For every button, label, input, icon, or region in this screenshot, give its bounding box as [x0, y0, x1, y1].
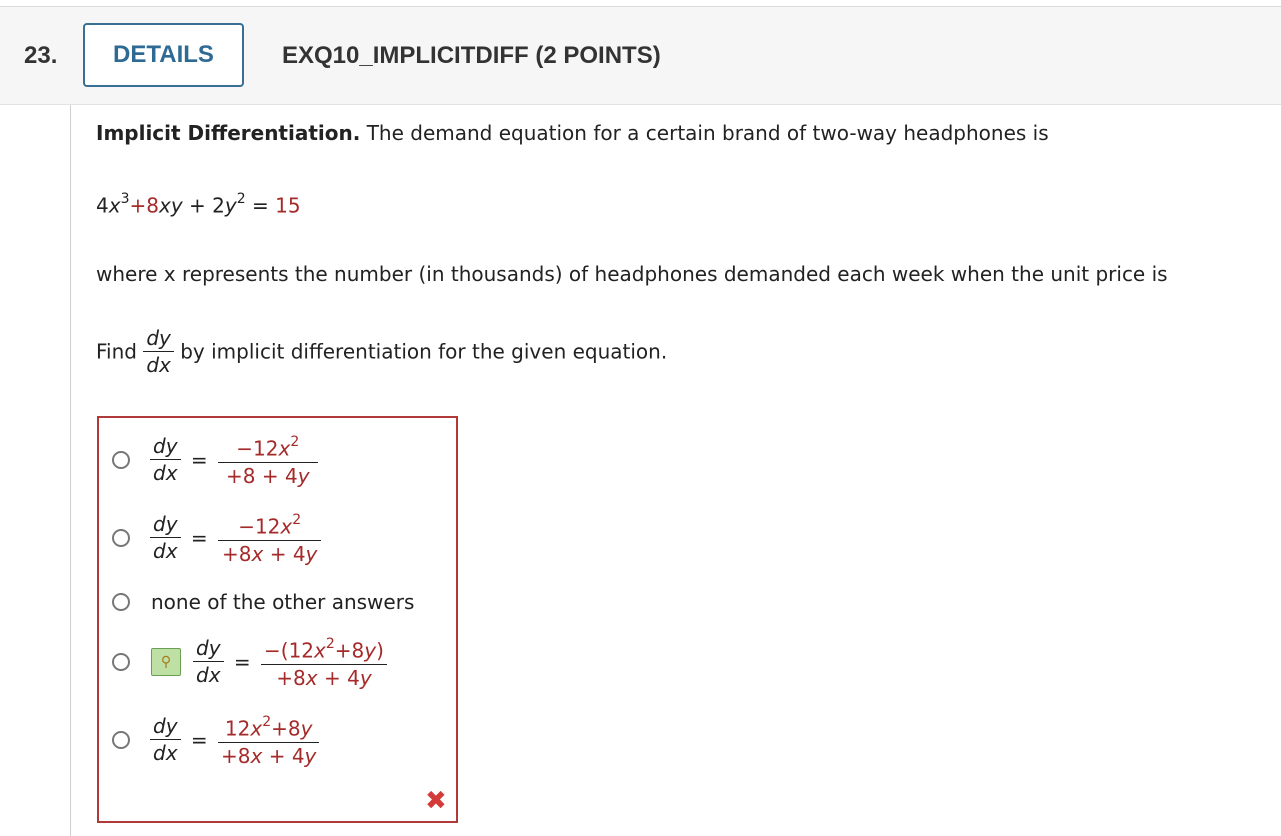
find-pre: Find: [96, 339, 137, 364]
option-4-equals: =: [233, 649, 251, 674]
option-2-radio[interactable]: [112, 529, 130, 547]
option-3-text: none of the other answers: [151, 590, 415, 614]
option-1-lhs: [150, 433, 181, 486]
eq-term3-exp: 2: [236, 191, 246, 207]
o4-ne: 2: [325, 636, 335, 652]
o5-na: 12: [224, 716, 251, 741]
o5-db: + 4: [262, 743, 305, 768]
o5-nb: +8: [271, 716, 301, 741]
o5-nv: x: [250, 716, 263, 741]
option-5-lhs: [150, 713, 181, 766]
o1-nv: x: [278, 436, 291, 461]
where-paragraph: where x represents the number (in thousands) of headphones demanded each week when the unit price is: [96, 262, 1168, 286]
option-1-numerator: [218, 431, 318, 462]
eq-term2-var: xy: [158, 193, 183, 218]
option-4-lhs-den: dx: [193, 661, 224, 688]
question-header: [0, 7, 1281, 105]
option-1-rhs: [218, 431, 318, 489]
option-1-lhs-num: dy: [153, 434, 178, 459]
details-button[interactable]: DETAILS: [83, 23, 244, 87]
o4-dv2: y: [359, 665, 372, 690]
o4-nb: +8: [334, 638, 365, 663]
option-5-denominator: [218, 742, 319, 769]
question-title: EXQ10_IMPLICITDIFF (2 POINTS): [282, 42, 661, 69]
intro-paragraph: [96, 121, 1049, 145]
o5-dv2: y: [304, 743, 317, 768]
key-icon[interactable]: ⚲: [151, 648, 181, 676]
option-1-equals: =: [190, 447, 208, 472]
option-3-radio[interactable]: [112, 593, 130, 611]
o2-db: + 4: [263, 541, 306, 566]
option-5-rhs: [218, 711, 319, 769]
eq-rhs: 15: [275, 193, 301, 218]
option-1: [150, 431, 318, 489]
o2-da: +8: [222, 541, 252, 566]
o5-ne: 2: [262, 714, 272, 730]
content-left-border: [70, 105, 71, 836]
o4-dv1: x: [305, 665, 318, 690]
option-2: [150, 509, 321, 567]
eq-term3-coef: + 2: [182, 193, 225, 218]
o4-db: + 4: [317, 665, 360, 690]
option-2-denominator: [218, 540, 321, 567]
option-5-equals: =: [190, 727, 208, 752]
o2-dv1: x: [251, 541, 264, 566]
option-1-radio[interactable]: [112, 451, 130, 469]
o1-dv: y: [297, 463, 310, 488]
o4-nv2: y: [364, 638, 377, 663]
o1-ne: 2: [290, 434, 300, 450]
o2-dv2: y: [305, 541, 318, 566]
o1-na: −12: [236, 436, 279, 461]
option-2-numerator: [218, 509, 321, 540]
find-instruction: [96, 325, 667, 378]
o4-nc: ): [376, 638, 384, 663]
intro-text: The demand equation for a certain brand of two-way headphones is: [360, 121, 1049, 145]
o5-da: +8: [221, 743, 251, 768]
o5-dv1: x: [250, 743, 263, 768]
o2-na: −12: [238, 514, 281, 539]
eq-term2-coef: +8: [129, 193, 159, 218]
option-4: [193, 633, 387, 691]
option-5-radio[interactable]: [112, 731, 130, 749]
o1-da: +8 + 4: [226, 463, 298, 488]
eq-term1-coef: 4: [96, 193, 109, 218]
eq-term1-var: x: [108, 193, 121, 218]
option-2-lhs-num: dy: [153, 512, 178, 537]
incorrect-x-icon: ✖: [425, 786, 447, 816]
option-4-rhs: [261, 633, 387, 691]
option-5-lhs-num: dy: [153, 714, 178, 739]
o5-nv2: y: [300, 716, 313, 741]
eq-term3-var: y: [224, 193, 237, 218]
option-2-lhs: [150, 511, 181, 564]
option-2-equals: =: [190, 525, 208, 550]
o4-na: −(12: [264, 638, 315, 663]
o4-nv: x: [314, 638, 326, 663]
option-1-denominator: [218, 462, 318, 489]
option-5-numerator: [218, 711, 319, 742]
option-1-lhs-den: dx: [150, 459, 181, 486]
question-number: 23.: [24, 42, 58, 69]
intro-bold: Implicit Differentiation.: [96, 121, 361, 145]
option-5: [150, 711, 319, 769]
o4-da: +8: [276, 665, 306, 690]
option-4-radio[interactable]: [112, 653, 130, 671]
o2-nv: x: [280, 514, 293, 539]
eq-equals: =: [245, 193, 276, 218]
o2-ne: 2: [292, 512, 302, 528]
find-den: dx: [143, 351, 174, 378]
option-2-lhs-den: dx: [150, 537, 181, 564]
find-num: dy: [146, 326, 171, 350]
find-derivative: [143, 325, 174, 378]
option-4-lhs-num: dy: [196, 636, 221, 661]
option-5-lhs-den: dx: [150, 739, 181, 766]
option-2-rhs: [218, 509, 321, 567]
option-4-denominator: [261, 664, 387, 691]
option-4-lhs: [193, 635, 224, 688]
demand-equation: [96, 193, 301, 218]
eq-term1-exp: 3: [120, 191, 130, 207]
option-4-numerator: [261, 633, 387, 664]
find-post: by implicit differentiation for the given equation.: [173, 339, 668, 364]
